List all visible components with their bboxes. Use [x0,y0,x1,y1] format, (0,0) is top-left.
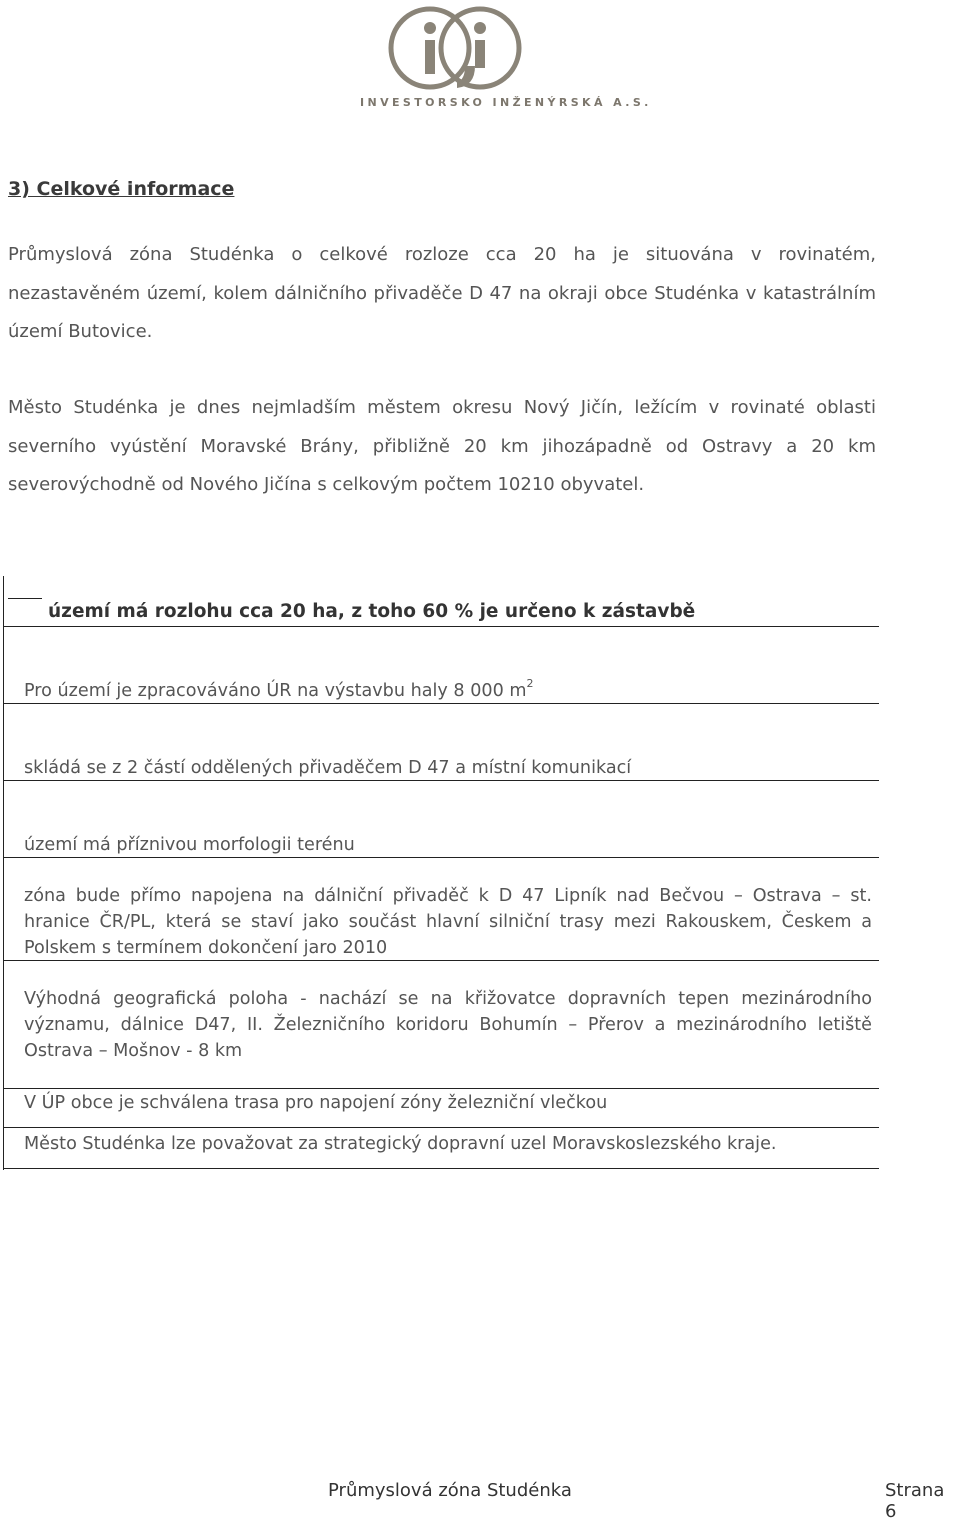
section-title: 3) Celkové informace [8,178,235,200]
table-row: skládá se z 2 částí oddělených přivaděčem D 47 a místní komunikací [24,758,632,778]
table-divider [3,1127,879,1128]
footer-title: Průmyslová zóna Studénka [328,1480,572,1501]
iji-logo-mark [372,2,588,94]
table-row: Výhodná geografická poloha - nachází se na křižovatce dopravních tepen mezinárodního významu, dálnice D47, II. Železničního koridoru Bohumín – Přerov a mezinárodního letiště Ostrava – Mošnov - 8 km [24,989,872,1061]
table-divider [3,626,879,627]
table-row: území má rozlohu cca 20 ha, z toho 60 % je určeno k zástavbě [48,601,696,622]
company-logo [360,0,652,120]
table-row: Město Studénka lze považovat za strategický dopravní uzel Moravskoslezského kraje. [24,1134,777,1154]
table-row [24,678,884,704]
table-top-line [8,598,42,599]
paragraph-city: Město Studénka je dnes nejmladším městem okresu Nový Jičín, ležícím v rovinaté oblasti severního vyústění Moravské Brány, přibližně 20 km jihozápadně od Ostravy a 20 km severovýchodně od Nového Jičína s celkovým počtem 10210 obyvatel. [8,397,876,495]
table-row-text: Pro území je zpracováváno ÚR na výstavbu haly 8 000 m [24,681,527,701]
superscript: 2 [526,677,534,690]
table-bottom-border [3,1168,879,1169]
page-number: Strana 6 [885,1480,945,1522]
table-row: V ÚP obce je schválena trasa pro napojení zóny železniční vlečkou [24,1093,608,1113]
table-row: území má příznivou morfologii terénu [24,835,355,855]
table-row: zóna bude přímo napojena na dálniční přivaděč k D 47 Lipník nad Bečvou – Ostrava – st. hranice ČR/PL, která se staví jako součást hlavní silniční trasy mezi Rakouskem, Českem a Polskem s termínem dokončení jaro 2010 [24,886,872,958]
company-name: INVESTORSKO INŽENÝRSKÁ A.S. [360,96,652,109]
paragraph-intro: Průmyslová zóna Studénka o celkové rozloze cca 20 ha je situována v rovinatém, nezastavěném území, kolem dálničního přivaděče D 47 na okraji obce Studénka v katastrálním území Butovice. [8,244,876,342]
table-left-border [3,576,4,1170]
table-divider [3,1088,879,1089]
